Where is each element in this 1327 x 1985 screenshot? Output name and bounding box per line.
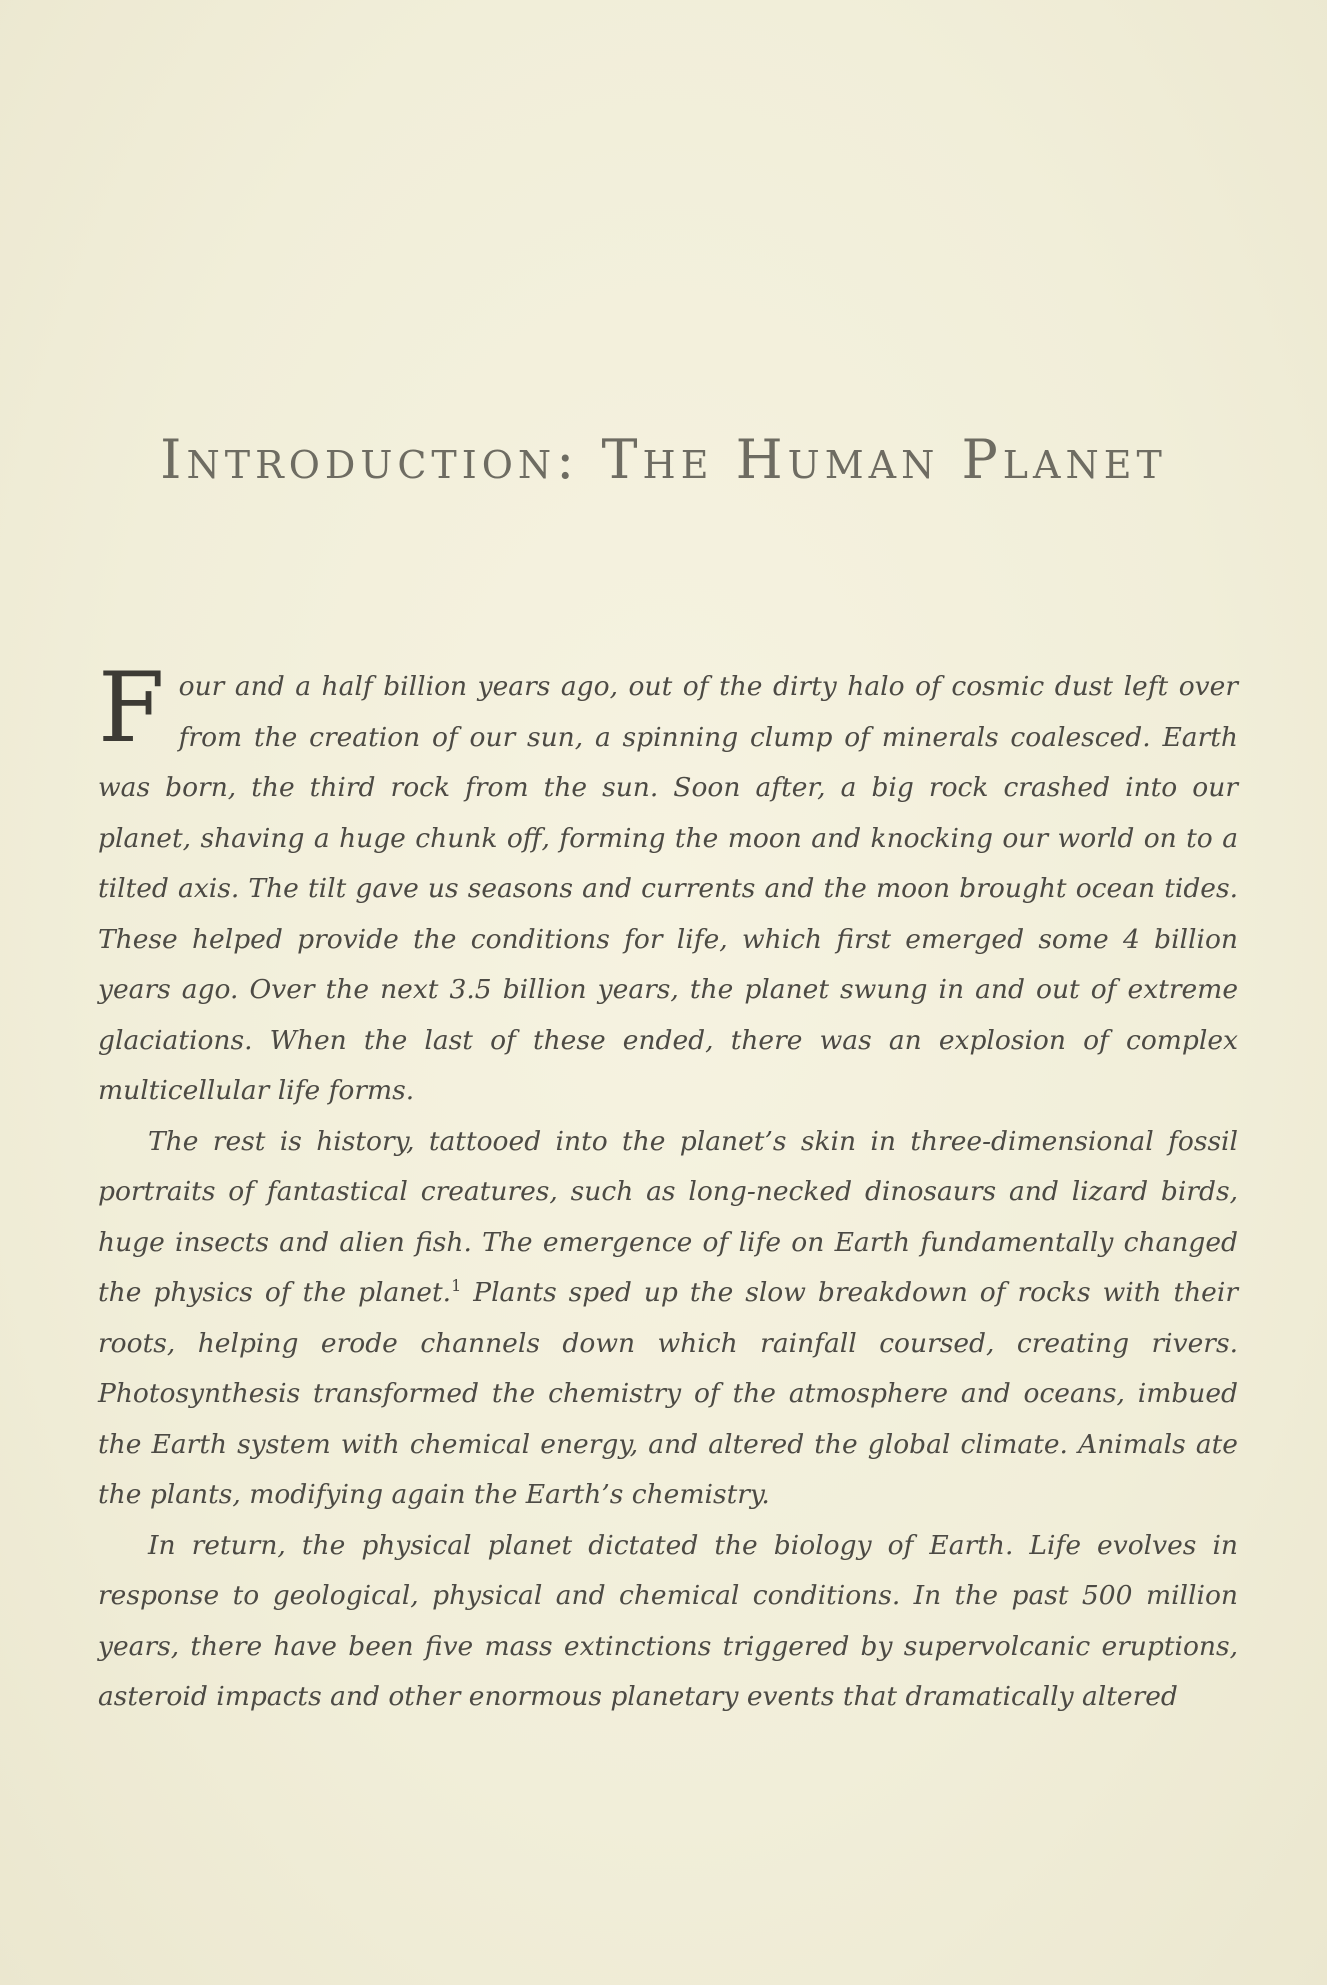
paragraph-3-text: In return, the physical planet dictated the biology of Earth. Life evolves in response to geological, physical and chemical conditions. In the past 500 million years, there have been five mass extinctions triggered by supervolcanic eruptions, asteroid impacts and other enormous planetary events that dramatically altered xyxy=(98,1529,1238,1712)
paragraph-1-text: our and a half billion years ago, out of the dirty halo of cosmic dust left over from the creation of our sun, a spinning clump of minerals coalesced. Earth was born, the third rock from the sun. Soon after, a big rock crashed into our planet, shaving a huge chunk off, forming the moon and knocking our world on to a tilted axis. The tilt gave us seasons and currents and the moon brought ocean tides. These helped provide the conditions for life, which first emerged some 4 billion years ago. Over the next 3.5 billion years, the planet swung in and out of extreme glaciations. When the last of these ended, there was an explosion of complex multicellular life forms. xyxy=(98,671,1238,1106)
paragraph-2-text-b: Plants sped up the slow breakdown of rocks with their roots, helping erode channels down which rainfall coursed, creating rivers. Photosynthesis transformed the chemistry of the atmosphere and oceans, imbued the Earth system with chemical energy, and altered the global climate. Animals ate the plants, modifying again the Earth’s chemistry. xyxy=(98,1277,1238,1510)
footnote-marker[interactable]: 1 xyxy=(451,1276,462,1296)
paragraph-2-text-a: The rest is history, tattooed into the planet’s skin in three-dimensional fossil portraits of fantastical creatures, such as long-necked dinosaurs and lizard birds, huge insects and alien fish. The emergence of life on Earth fundamentally changed the physics of the planet. xyxy=(98,1125,1238,1308)
paragraph-3 xyxy=(98,1521,1238,1723)
drop-cap: F xyxy=(98,652,165,764)
body-text xyxy=(98,652,1238,1723)
chapter-title: Introduction: The Human Planet xyxy=(160,428,1167,491)
paragraph-2 xyxy=(98,1117,1238,1521)
paragraph-1 xyxy=(98,652,1238,1117)
